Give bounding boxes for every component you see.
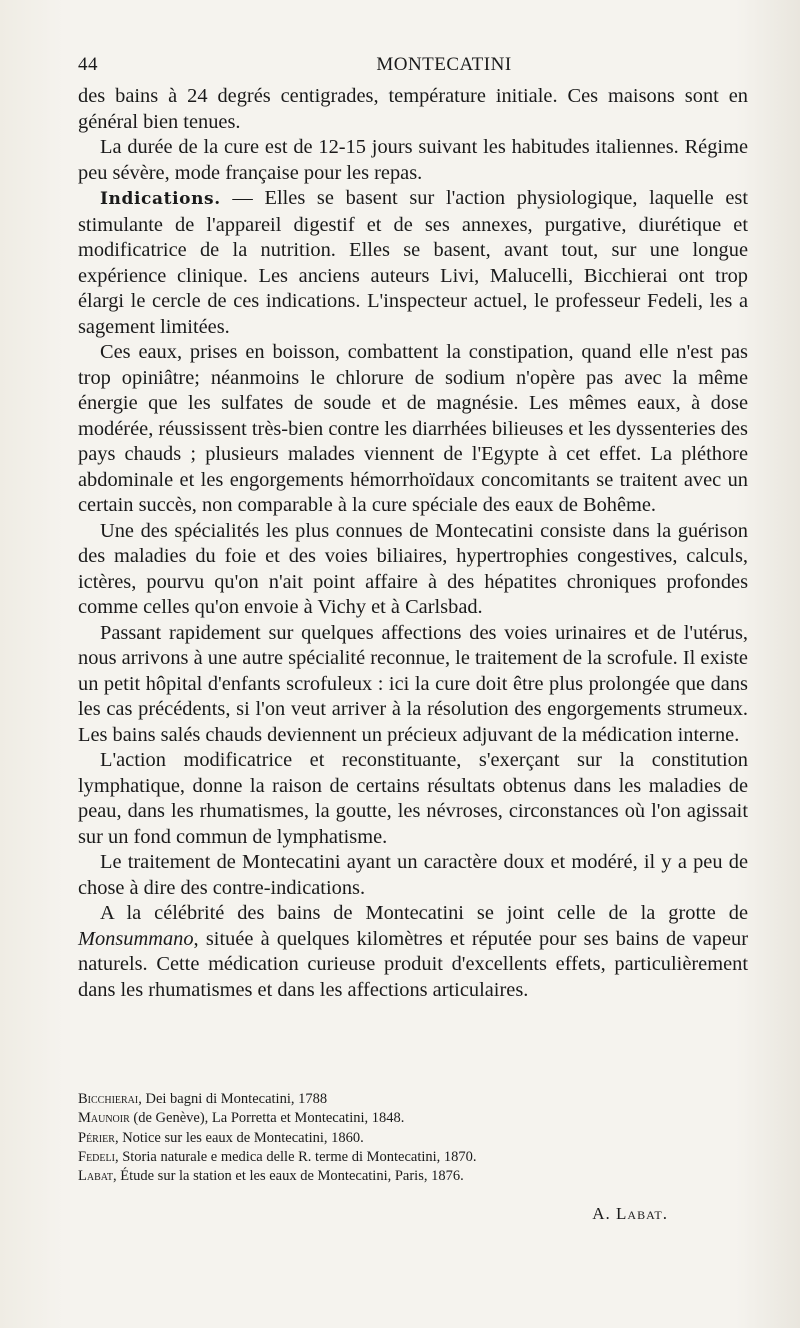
reference-item — [78, 1148, 698, 1167]
indications-text: — Elles se basent sur l'action physiologique, laquelle est stimulante de l'appareil digestif et de ses annexes, purgative, diurétique et modificatrice de la nutrition. Elles se basent, avant tout, sur une longue expérience clinique. Les anciens auteurs Livi, Malucelli, Bicchierai ont trop élargi le cercle de ces indications. L'inspecteur actuel, le professeur Fedeli, les a sagement limitées. — [78, 187, 748, 338]
reference-author: Périer — [78, 1129, 115, 1146]
reference-text: , Notice sur les eaux de Montecatini, 1860. — [114, 1129, 364, 1146]
author-signature — [592, 1204, 668, 1224]
paragraph-9-start: A la célébrité des bains de Montecatini se joint celle de la grotte de — [100, 902, 748, 924]
reference-author: Fedeli — [78, 1148, 115, 1165]
paragraph-9-end: , située à quelques kilomètres et réputée pour ses bains de vapeur naturels. Cette médication curieuse produit d'excellents effets, particulièrement dans les rhumatismes et dans les affections articulaires. — [78, 927, 748, 1001]
reference-text: (de Genève), La Porretta et Montecatini, 1848. — [129, 1110, 405, 1127]
monsummano-italic: Monsummano — [78, 927, 194, 950]
paragraph-5: Une des spécialités les plus connues de Montecatini consiste dans la guérison des maladies du foie et des voies biliaires, hypertrophies congestives, calculs, ictères, pourvu qu'on n'ait point affaire à des hépatites chroniques profondes comme celles qu'on envoie à Vichy et à Carlsbad. — [78, 519, 748, 618]
signature-initial: A. — [592, 1204, 611, 1223]
body-text — [78, 84, 748, 1003]
paragraph-7: L'action modificatrice et reconstituante, s'exerçant sur la constitution lymphatique, donne la raison de certains résultats obtenus dans les maladies de peau, dans les rhumatismes, la goutte, les névroses, circonstances où l'on agissait sur un fond commun de lymphatisme. — [78, 749, 748, 848]
reference-item — [78, 1090, 698, 1109]
reference-item — [78, 1109, 698, 1128]
reference-author: Maunoir — [78, 1110, 130, 1127]
reference-text: , Storia naturale e medica delle R. terme di Montecatini, 1870. — [114, 1148, 477, 1165]
running-title: MONTECATINI — [376, 54, 512, 75]
paragraph-2: La durée de la cure est de 12-15 jours suivant les habitudes italiennes. Régime peu sévère, mode française pour les repas. — [78, 136, 748, 184]
paragraph-8: Le traitement de Montecatini ayant un caractère doux et modéré, il y a peu de chose à dire des contre-indications. — [78, 851, 748, 899]
signature-name: Labat. — [616, 1204, 668, 1223]
paragraph-indications — [78, 186, 748, 340]
running-head — [78, 54, 750, 80]
reference-item — [78, 1167, 698, 1186]
paragraph-9 — [78, 901, 748, 1003]
references-list — [78, 1090, 698, 1186]
reference-text: , Étude sur la station et les eaux de Montecatini, Paris, 1876. — [112, 1168, 464, 1185]
paragraph-1: des bains à 24 degrés centigrades, température initiale. Ces maisons sont en général bien tenues. — [78, 85, 748, 133]
page-number: 44 — [78, 54, 98, 75]
reference-item — [78, 1129, 698, 1148]
reference-text: , Dei bagni di Montecatini, 1788 — [138, 1091, 328, 1107]
section-heading-indications: Indications. — [100, 189, 221, 209]
reference-author: Labat — [78, 1168, 113, 1185]
reference-author: Bicchierai — [78, 1091, 139, 1107]
paragraph-6: Passant rapidement sur quelques affections des voies urinaires et de l'utérus, nous arrivons à une autre spécialité reconnue, le traitement de la scrofule. Il existe un petit hôpital d'enfants scrofuleux : ici la cure doit être plus prolongée que dans les cas précédents, si l'on veut arriver à la résolution des engorgements strumeux. Les bains salés chauds deviennent un précieux adjuvant de la médication interne. — [78, 621, 748, 746]
paragraph-4: Ces eaux, prises en boisson, combattent la constipation, quand elle n'est pas trop opiniâtre; néanmoins le chlorure de sodium n'opère pas avec la même énergie que les sulfates de soude et de magnésie. Les mêmes eaux, à dose modérée, réussissent très-bien contre les diarrhées bilieuses et les dyssenteries des pays chauds ; plusieurs malades viennent de l'Egypte à cet effet. La pléthore abdominale et les engorgements hémorrhoïdaux concomitants se traitent avec un certain succès, non comparable à la cure spéciale des eaux de Bohême. — [78, 341, 748, 516]
